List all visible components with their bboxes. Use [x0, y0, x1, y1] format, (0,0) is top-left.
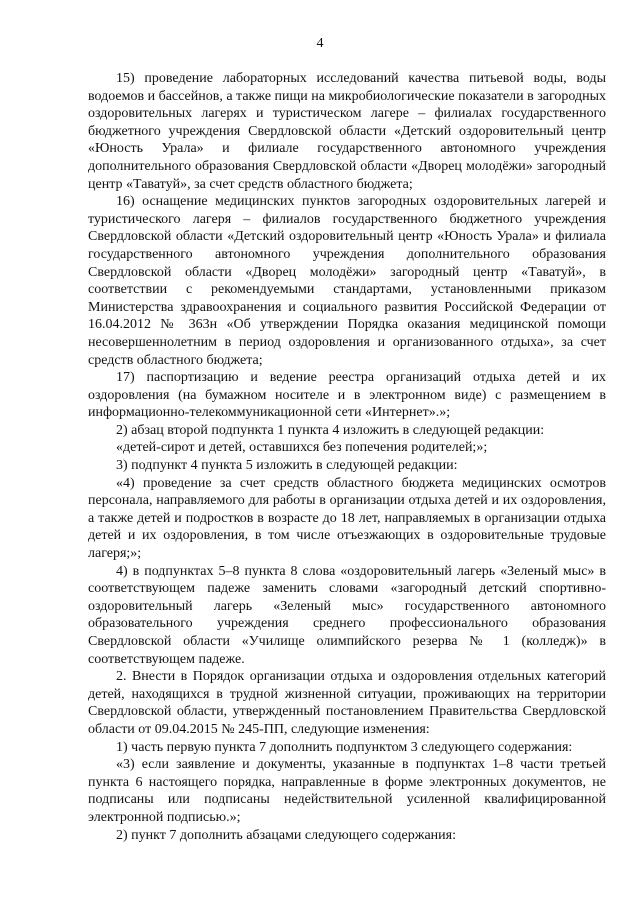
paragraph-item-15: 15) проведение лабораторных исследований качества питьевой воды, воды водоемов и бассейнов, а также пищи на микробиологические показатели в загородных оздоровительных лагерях и туристическом лагере – филиалах государственного бюджетного учреждения Свердловской области «Детский оздоровительный центр «Юность Урала» и филиале государственного автономного учреждения дополнительного образования Свердловской области «Дворец молодёжи» загородный центр «Таватуй», за счет средств областного бюджета;: [88, 71, 606, 192]
paragraph-section-2: 2. Внести в Порядок организации отдыха и оздоровления отдельных категорий детей, находящихся в трудной жизненной ситуации, проживающих на территории Свердловской области, утвержденный постановлением Правительства Свердловской области от 09.04.2015 № 245-ПП, следующие изменения:: [88, 669, 606, 737]
paragraph-amendment-4: 4) в подпунктах 5–8 пункта 8 слова «оздоровительный лагерь «Зеленый мыс» в соответствующем падеже заменить словами «загородный детский спортивно-оздоровительный лагерь «Зеленый мыс» государственного автономного образовательного учреждения среднего профессионального образования Свердловской области «Училище олимпийского резерва № 1 (колледж)» в соответствующем падеже.: [88, 563, 606, 667]
document-body: [88, 70, 606, 844]
paragraph-item-16: 16) оснащение медицинских пунктов загородных оздоровительных лагерей и туристического лагеря – филиалов государственного бюджетного учреждения Свердловской области «Детский оздоровительный центр «Юность Урала» и филиала государственного автономного учреждения дополнительного образования Свердловской области «Дворец молодёжи» загородный центр «Таватуй», в соответствии с рекомендуемыми стандартами, установленными приказом Министерства здравоохранения и социального развития Российской Федерации от 16.04.2012 № 363н «Об утверждении Порядка оказания медицинской помощи несовершеннолетним в период оздоровления и организованного отдыха», за счет средств областного бюджета;: [88, 194, 606, 368]
paragraph-amendment-3: 3) подпункт 4 пункта 5 изложить в следующей редакции:: [116, 458, 458, 474]
paragraph-change-1: 1) часть первую пункта 7 дополнить подпунктом 3 следующего содержания:: [116, 739, 573, 755]
paragraph-item-17: 17) паспортизацию и ведение реестра организаций отдыха детей и их оздоровления (на бумажном носителе и в электронном виде) с размещением в информационно-телекоммуникационной сети «Интернет».»;: [88, 370, 606, 421]
paragraph-change-2: 2) пункт 7 дополнить абзацами следующего содержания:: [116, 827, 456, 843]
paragraph-quote-orphans: «детей-сирот и детей, оставшихся без попечения родителей;»;: [116, 440, 488, 456]
paragraph-quote-signature: «3) если заявление и документы, указанные в подпунктах 1–8 части третьей пункта 6 настоящего порядка, направленные в форме электронных документов, не подписаны или подписаны недействительной усиленной квалифицированной электронной подписью.»;: [88, 757, 606, 825]
paragraph-quote-medical: «4) проведение за счет средств областного бюджета медицинских осмотров персонала, направляемого для работы в организации отдыха детей и их оздоровления, а также детей и подростков в возрасте до 18 лет, направляемых в организации отдыха детей и их оздоровления, в том числе отъезжающих в оздоровительные трудовые лагеря;»;: [88, 475, 606, 562]
paragraph-amendment-2: 2) абзац второй подпункта 1 пункта 4 изложить в следующей редакции:: [116, 422, 545, 438]
page-number: 4: [316, 36, 324, 51]
